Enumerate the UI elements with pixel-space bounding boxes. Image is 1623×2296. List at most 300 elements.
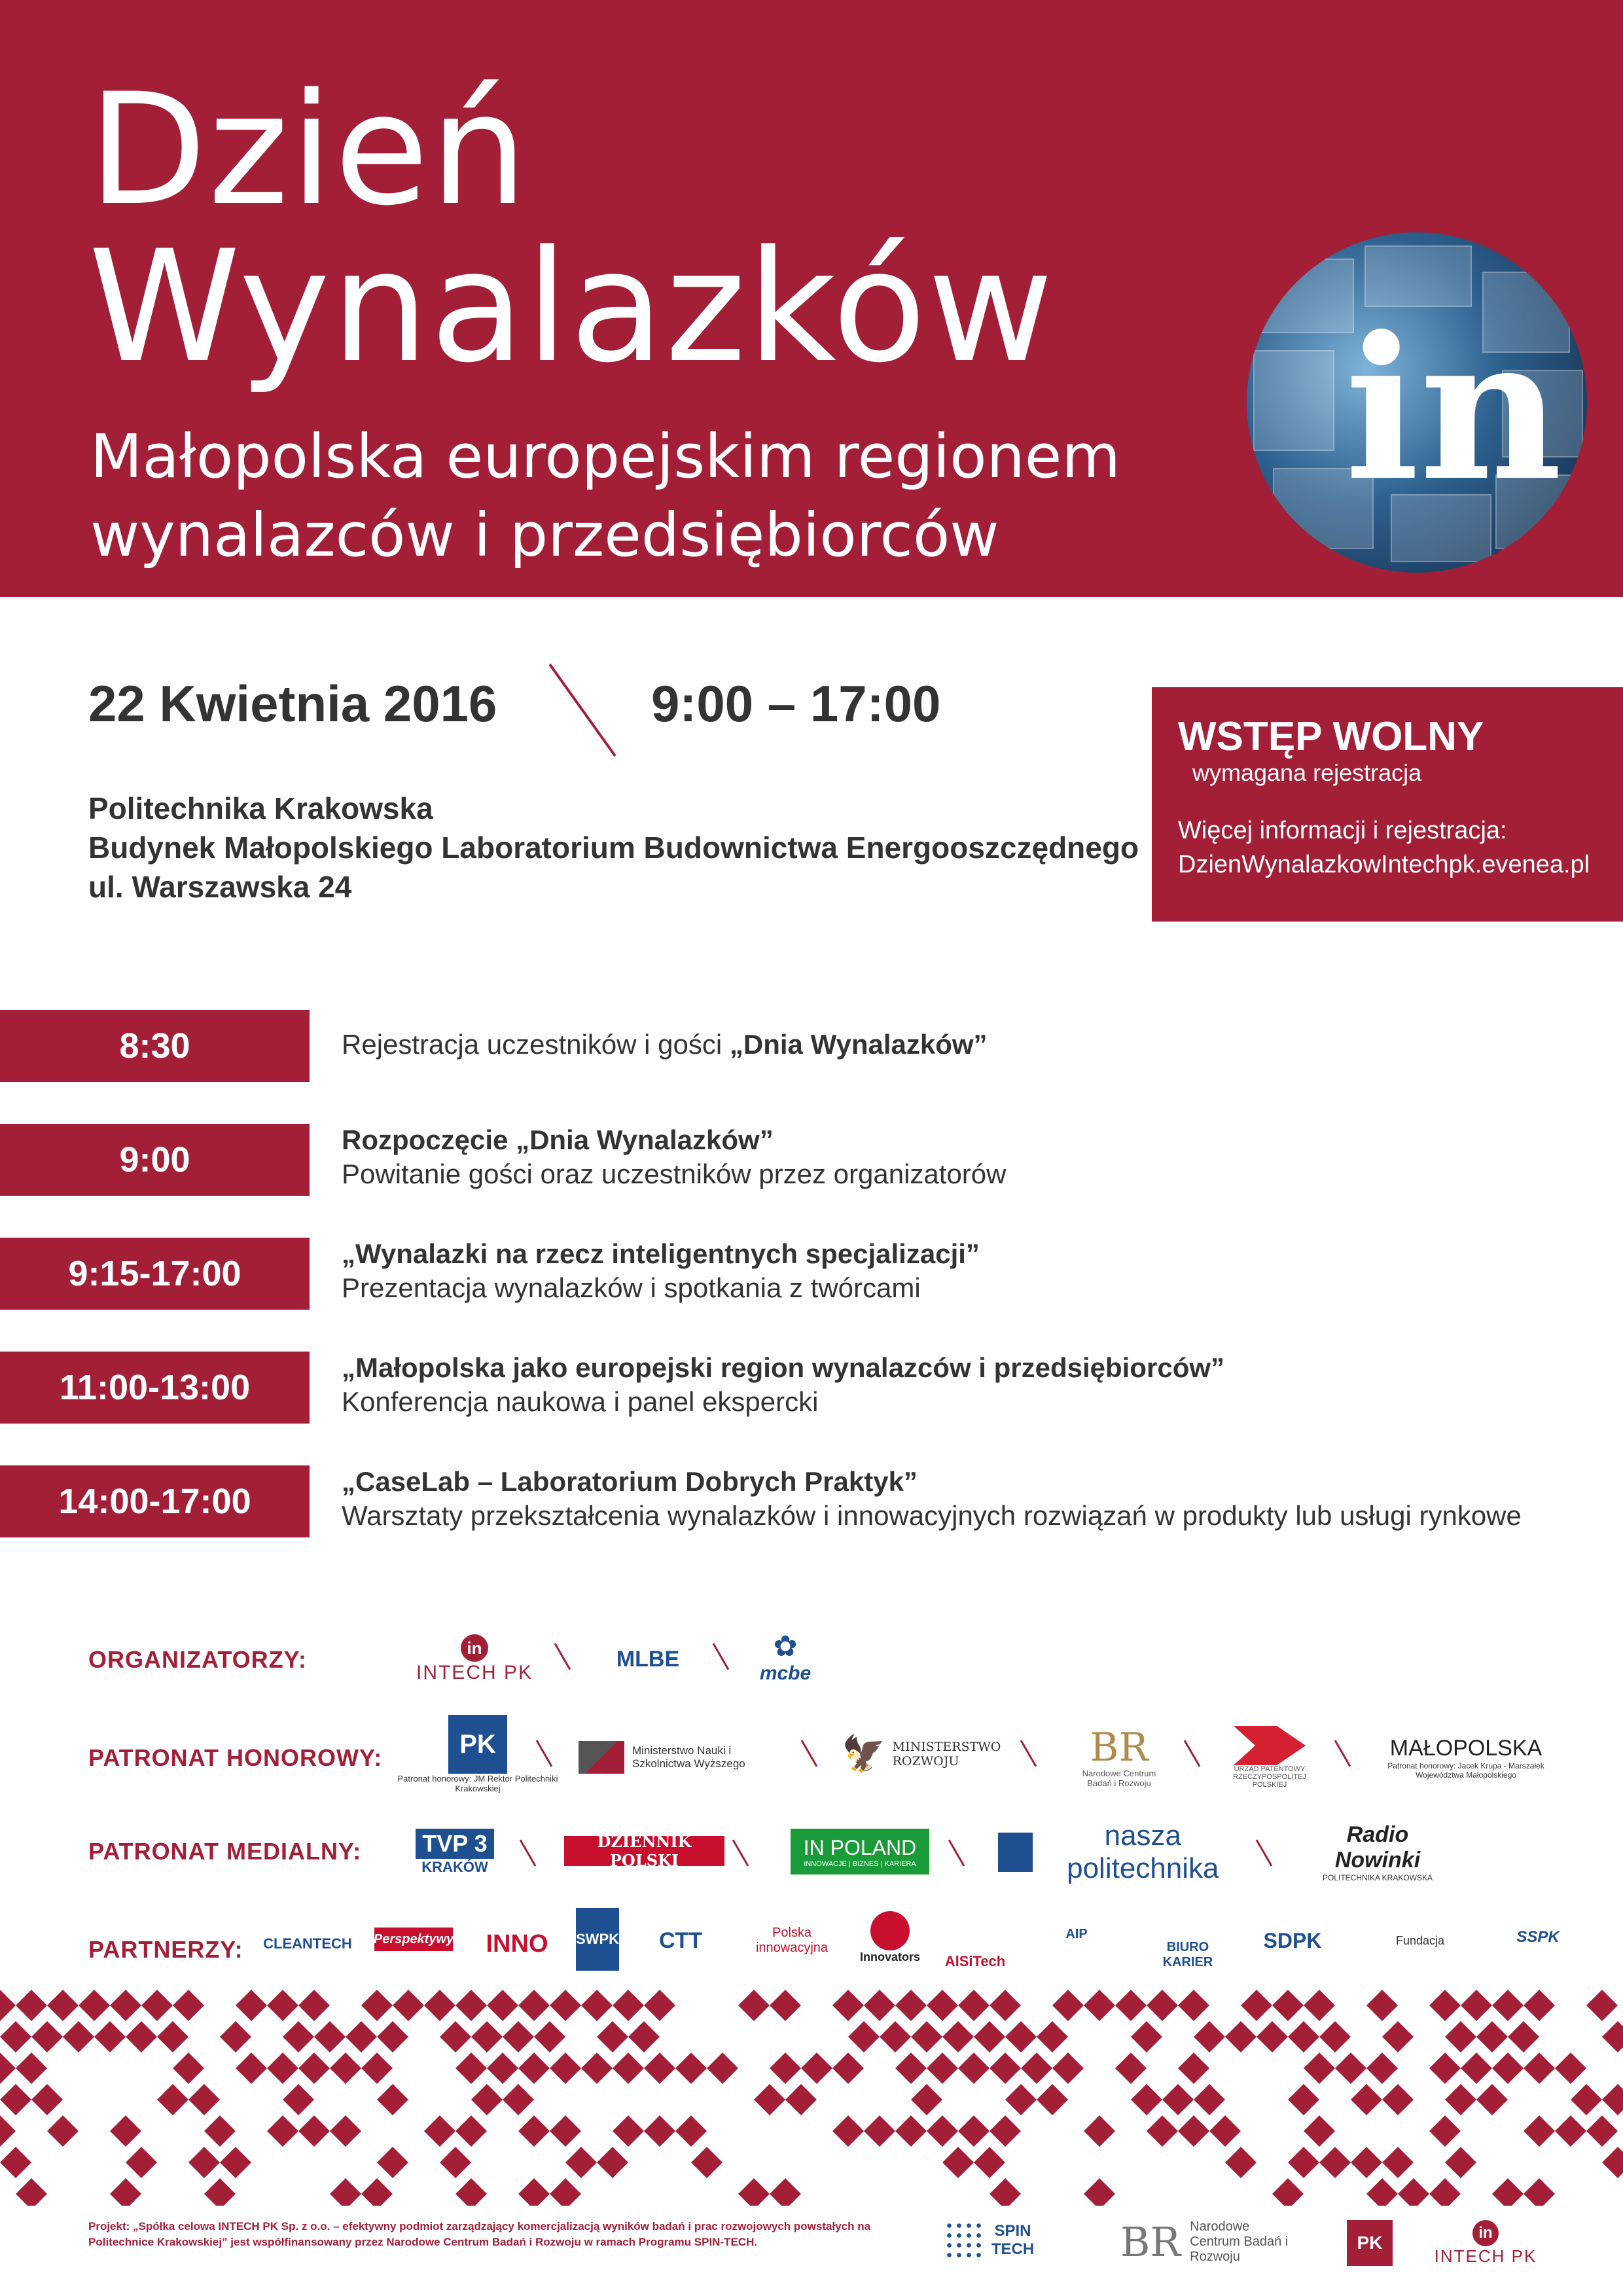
pattern-diamond — [1461, 1990, 1492, 2021]
pattern-diamond — [1052, 1990, 1084, 2021]
pattern-diamond — [895, 2053, 927, 2084]
logo-tvp3 — [409, 1823, 501, 1882]
pattern-diamond — [1524, 2178, 1555, 2206]
pattern-diamond — [455, 2178, 487, 2206]
logo-note: INNOWACJE | BIZNES | KARIERA — [804, 1859, 916, 1868]
pattern-diamond — [298, 2053, 330, 2084]
pattern-diamond — [393, 1990, 424, 2021]
pattern-diamond — [503, 2084, 534, 2115]
pattern-diamond — [267, 2053, 298, 2084]
pattern-diamond — [361, 2053, 393, 2084]
pattern-diamond — [895, 2115, 927, 2147]
pattern-diamond — [330, 2053, 361, 2084]
pattern-diamond — [1288, 2021, 1319, 2053]
pattern-diamond — [942, 2021, 974, 2053]
venue-line-1: Politechnika Krakowska — [88, 791, 433, 825]
pattern-diamond — [1335, 2053, 1366, 2084]
logo-text: MINISTERSTWO ROZWOJU — [892, 1740, 1001, 1768]
agenda-text: Rejestracja uczestników i gości — [342, 1029, 730, 1060]
logo-dziennik-polski: DZIENNIK POLSKI — [564, 1836, 724, 1866]
pattern-diamond — [1005, 2084, 1037, 2115]
pattern-diamond — [1586, 2115, 1618, 2147]
pattern-diamond — [974, 2021, 1005, 2053]
pattern-diamond — [204, 2178, 236, 2206]
agenda-item-1 — [342, 1029, 988, 1060]
pattern-diamond — [1084, 1990, 1115, 2021]
logo-text: Radio Nowinki — [1334, 1822, 1421, 1873]
pattern-diamond — [1382, 2021, 1414, 2053]
pattern-diamond — [424, 2115, 455, 2147]
pattern-diamond — [1508, 2021, 1539, 2053]
pattern-diamond — [895, 1990, 927, 2021]
agenda-time-1: 8:30 — [0, 1010, 310, 1082]
pattern-diamond — [565, 2147, 597, 2178]
pattern-diamond — [267, 1990, 298, 2021]
pattern-diamond — [236, 1990, 267, 2021]
pattern-diamond — [361, 1990, 393, 2021]
pattern-diamond — [1288, 2084, 1319, 2115]
pattern-diamond — [848, 2021, 880, 2053]
logo-alsitech: AlSiTech — [944, 1953, 1006, 1969]
pattern-diamond — [738, 1990, 770, 2021]
page-title — [88, 61, 1055, 397]
pattern-diamond — [173, 1990, 204, 2021]
pattern-diamond — [267, 2115, 298, 2147]
pattern-diamond — [283, 2084, 314, 2115]
pattern-diamond — [1586, 1990, 1618, 2021]
pattern-diamond — [0, 1990, 16, 2021]
pattern-diamond — [832, 2053, 864, 2084]
pattern-diamond — [707, 2053, 738, 2084]
pattern-diamond — [188, 2147, 220, 2178]
pattern-diamond — [16, 2053, 47, 2084]
pattern-diamond — [377, 2084, 408, 2115]
pattern-diamond — [455, 2053, 487, 2084]
pattern-diamond — [471, 2084, 503, 2115]
pattern-diamond — [47, 2115, 79, 2147]
logo-text: INTECH PK — [416, 1662, 533, 1683]
logo-intech-pk: in INTECH PK — [406, 1630, 543, 1689]
organizers-label: ORGANIZATORZY: — [88, 1646, 307, 1673]
pattern-diamond — [455, 2115, 487, 2147]
logo-sdpk: SDPK — [1263, 1928, 1322, 1952]
logo-patent-office — [1217, 1721, 1322, 1793]
pattern-diamond — [1492, 1990, 1524, 2021]
pattern-diamond — [1272, 1990, 1304, 2021]
pattern-diamond — [770, 1990, 801, 2021]
pattern-diamond — [0, 2147, 31, 2178]
logo-malopolska — [1368, 1721, 1564, 1793]
pattern-diamond — [1366, 2053, 1398, 2084]
pattern-diamond — [1351, 2084, 1382, 2115]
pattern-diamond — [440, 2147, 471, 2178]
pattern-diamond — [1398, 2178, 1429, 2206]
pattern-diamond — [1366, 2178, 1398, 2206]
pattern-diamond — [911, 2021, 942, 2053]
pattern-diamond — [1115, 1990, 1147, 2021]
pattern-diamond — [1476, 2021, 1508, 2053]
pattern-diamond — [110, 2178, 141, 2206]
separator — [1256, 1839, 1273, 1866]
pattern-diamond — [157, 2084, 188, 2115]
agenda-title: „CaseLab – Laboratorium Dobrych Praktyk” — [342, 1466, 918, 1497]
pattern-diamond — [785, 2084, 817, 2115]
pattern-diamond — [330, 2178, 361, 2206]
logo-text: Innovators — [859, 1950, 920, 1964]
pattern-diamond — [927, 1990, 958, 2021]
pattern-diamond — [94, 2021, 126, 2053]
logo-polska-innowacyjna: Polska innowacyjna — [755, 1926, 829, 1955]
pattern-diamond — [31, 2021, 63, 2053]
pattern-diamond — [1476, 2084, 1508, 2115]
event-time: 9:00 – 17:00 — [651, 675, 941, 732]
pattern-diamond — [1178, 2115, 1209, 2147]
logo-ncbr-footer: BR Narodowe Centrum Badań i Rozwoju — [1113, 2212, 1302, 2271]
pattern-diamond — [63, 2021, 94, 2053]
pattern-diamond — [1131, 2021, 1162, 2053]
logo-text: MLBE — [616, 1646, 680, 1672]
media-label: PATRONAT MEDIALNY: — [88, 1838, 362, 1865]
pattern-diamond — [157, 2021, 188, 2053]
pattern-diamond — [911, 2084, 942, 2115]
pattern-diamond — [1602, 2147, 1623, 2178]
pattern-diamond — [1209, 2115, 1241, 2147]
logo-perspektywy: Perspektywy — [374, 1928, 453, 1951]
pattern-diamond — [1555, 2115, 1586, 2147]
collage-logo-image — [1247, 232, 1587, 573]
pattern-diamond — [550, 2178, 581, 2206]
pattern-diamond — [298, 1990, 330, 2021]
separator — [554, 1643, 571, 1670]
agenda-title: „Małopolska jako europejski region wynalazców i przedsiębiorców” — [342, 1352, 1225, 1383]
logo-note: POLITECHNIKA KRAKOWSKA — [1322, 1873, 1433, 1882]
logo-cleantech: CLEANTECH — [263, 1935, 352, 1952]
pattern-diamond — [1131, 2084, 1162, 2115]
logo-ministry-science — [573, 1734, 795, 1780]
pattern-diamond — [942, 2147, 974, 2178]
pattern-diamond — [0, 2084, 31, 2115]
pattern-diamond — [770, 2053, 801, 2084]
pattern-diamond — [644, 2053, 675, 2084]
pattern-diamond — [1429, 1990, 1461, 2021]
pattern-diamond — [1147, 1990, 1178, 2021]
pattern-diamond — [1178, 1990, 1209, 2021]
logo-pk-honorary — [393, 1708, 563, 1800]
pattern-diamond — [487, 2053, 518, 2084]
logo-text: SPIN TECH — [991, 2222, 1035, 2258]
agenda-time-4: 11:00-13:00 — [0, 1352, 310, 1424]
agenda-title: Rozpoczęcie „Dnia Wynalazków” — [342, 1124, 774, 1155]
logo-text: nasza politechnika — [1067, 1820, 1219, 1884]
registration-box — [1152, 687, 1623, 922]
logo-text: IN POLAND — [803, 1835, 917, 1859]
registration-required: wymagana rejestracja — [1192, 759, 1422, 786]
pattern-diamond — [990, 2053, 1021, 2084]
logo-nasza-politechnika — [998, 1820, 1247, 1884]
logo-note: Patronat honorowy: Jacek Krupa - Marszałek Województwa Małopolskiego — [1387, 1761, 1544, 1780]
pattern-diamond — [1429, 2178, 1461, 2206]
pattern-diamond — [1194, 2021, 1225, 2053]
pattern-diamond — [691, 2147, 722, 2178]
pattern-diamond — [1194, 2084, 1225, 2115]
pattern-diamond — [1524, 1990, 1555, 2021]
pattern-diamond — [927, 2053, 958, 2084]
pattern-diamond — [1492, 2053, 1524, 2084]
pattern-diamond — [1147, 2115, 1178, 2147]
logo-inno: INNO — [486, 1929, 548, 1958]
logo-intech-footer: in INTECH PK — [1427, 2215, 1544, 2271]
footer-project-text: Projekt: „Spółka celowa INTECH PK Sp. z o.o. – efektywny podmiot zarządzający komercjalizacją wyników badań i prac rozwojowych powstałych na Politechnice Krakowskiej” jest współfinansowany przez Narodowe Centrum Badań i Rozwoju w ramach Programu SPIN-TECH. — [88, 2220, 871, 2248]
pattern-diamond — [1304, 2115, 1335, 2147]
decorative-pattern — [0, 1990, 1623, 2206]
pattern-diamond — [864, 2115, 895, 2147]
pattern-diamond — [0, 2115, 16, 2147]
agenda-item-2 — [342, 1124, 774, 1156]
pattern-diamond — [1084, 2115, 1115, 2147]
logo-text: Narodowe Centrum Badań i Rozwoju — [1082, 1768, 1156, 1788]
logo-text: URZĄD PATENTOWY RZECZYPOSPOLITEJ POLSKIEJ — [1233, 1765, 1306, 1789]
pattern-diamond — [1005, 2021, 1037, 2053]
separator — [948, 1839, 965, 1866]
in-logo-glyph: in — [1345, 293, 1563, 524]
pattern-diamond — [990, 2115, 1021, 2147]
agenda-time-5: 14:00-17:00 — [0, 1465, 310, 1537]
pattern-diamond — [1288, 2147, 1319, 2178]
pattern-diamond — [1304, 1990, 1335, 2021]
logo-text: mcbe — [759, 1662, 812, 1684]
pattern-diamond — [31, 2084, 63, 2115]
pattern-diamond — [770, 2178, 801, 2206]
pattern-diamond — [1021, 2053, 1052, 2084]
logo-note: KRAKÓW — [421, 1859, 488, 1875]
pattern-diamond — [1037, 2021, 1068, 2053]
agenda-time-2: 9:00 — [0, 1124, 310, 1196]
pattern-diamond — [550, 1990, 581, 2021]
agenda-desc-5: Warsztaty przekształcenia wynalazków i innowacyjnych rozwiązań w produkty lub usługi rynkowe — [342, 1500, 1522, 1531]
venue-line-3: ul. Warszawska 24 — [88, 870, 352, 904]
logo-radio-nowinki — [1302, 1816, 1453, 1888]
separator — [1184, 1740, 1201, 1767]
separator — [1334, 1740, 1351, 1767]
subtitle — [90, 418, 1120, 575]
pattern-diamond — [613, 1990, 644, 2021]
logo-swpk: SWPK — [576, 1908, 619, 1971]
pattern-diamond — [377, 2021, 408, 2053]
pattern-diamond — [440, 2021, 471, 2053]
agenda-item-3 — [342, 1238, 980, 1270]
pattern-diamond — [110, 1990, 141, 2021]
subtitle-line-2: wynalazców i przedsiębiorców — [90, 500, 999, 570]
pattern-diamond — [1366, 1990, 1398, 2021]
pattern-diamond — [832, 2115, 864, 2147]
pattern-diamond — [581, 1990, 613, 2021]
pattern-diamond — [675, 2115, 707, 2147]
agenda-item-5 — [342, 1466, 918, 1498]
pattern-diamond — [330, 2115, 361, 2147]
pattern-diamond — [487, 1990, 518, 2021]
pattern-diamond — [1178, 2053, 1209, 2084]
more-info-label: Więcej informacji i rejestracja: — [1178, 817, 1507, 844]
pattern-diamond — [126, 2147, 157, 2178]
pattern-diamond — [0, 2053, 16, 2084]
agenda-desc-4: Konferencja naukowa i panel ekspercki — [342, 1386, 819, 1417]
pattern-diamond — [613, 2053, 644, 2084]
pattern-diamond — [1492, 2178, 1524, 2206]
pattern-diamond — [958, 2053, 990, 2084]
pattern-diamond — [597, 2147, 628, 2178]
registration-link[interactable]: DzienWynalazkowIntechpk.evenea.pl — [1178, 851, 1590, 878]
logo-in-poland — [791, 1829, 929, 1874]
pattern-diamond — [346, 2021, 377, 2053]
logo-spin-tech — [939, 2217, 1047, 2263]
pattern-diamond — [314, 2021, 346, 2053]
separator — [1020, 1740, 1037, 1767]
pattern-diamond — [424, 1990, 455, 2021]
pattern-diamond — [298, 2115, 330, 2147]
pattern-diamond — [550, 2115, 581, 2147]
pattern-diamond — [1241, 1990, 1272, 2021]
pattern-diamond — [1351, 2147, 1382, 2178]
pattern-diamond — [550, 2053, 581, 2084]
separator — [713, 1643, 730, 1670]
pattern-diamond — [864, 1990, 895, 2021]
logo-ministry-development: 🦅 MINISTERSTWO ROZWOJU — [842, 1734, 1001, 1774]
pattern-diamond — [801, 2053, 832, 2084]
pattern-diamond — [204, 2115, 236, 2147]
pattern-diamond — [1461, 2053, 1492, 2084]
logo-mlbe — [589, 1640, 707, 1679]
pattern-diamond — [613, 2115, 644, 2147]
pattern-diamond — [16, 1990, 47, 2021]
pattern-diamond — [1225, 2147, 1257, 2178]
title-line-1: Dzień — [88, 61, 529, 240]
pattern-diamond — [958, 1990, 990, 2021]
pattern-diamond — [675, 2053, 707, 2084]
pattern-diamond — [880, 2021, 911, 2053]
pattern-diamond — [1445, 2084, 1476, 2115]
pattern-diamond — [1257, 2021, 1288, 2053]
pattern-diamond — [471, 2021, 503, 2053]
pattern-diamond — [1272, 2178, 1304, 2206]
partners-label: PARTNERZY: — [88, 1936, 243, 1963]
subtitle-line-1: Małopolska europejskim regionem — [90, 422, 1121, 492]
event-date: 22 Kwietnia 2016 — [88, 675, 497, 732]
divider-slash — [543, 661, 622, 759]
agenda-desc-2: Powitanie gości oraz uczestników przez organizatorów — [342, 1158, 1007, 1189]
logo-text: MAŁOPOLSKA — [1389, 1735, 1543, 1761]
pattern-diamond — [188, 2084, 220, 2115]
honorary-label: PATRONAT HONOROWY: — [88, 1744, 383, 1771]
pattern-diamond — [832, 1990, 864, 2021]
separator — [732, 1839, 749, 1866]
pattern-diamond — [628, 2021, 660, 2053]
pattern-diamond — [644, 2115, 675, 2147]
separator — [520, 1839, 537, 1866]
pattern-diamond — [581, 2053, 613, 2084]
pattern-diamond — [47, 1990, 79, 2021]
venue-line-2: Budynek Małopolskiego Laboratorium Budownictwa Energooszczędnego — [88, 831, 1139, 865]
pattern-diamond — [518, 2115, 550, 2147]
pattern-diamond — [220, 2147, 251, 2178]
pattern-diamond — [110, 2115, 141, 2147]
pattern-diamond — [141, 1990, 173, 2021]
separator — [801, 1740, 818, 1767]
pattern-diamond — [1225, 2021, 1257, 2053]
pattern-diamond — [1524, 2053, 1555, 2084]
logo-biuro-karier: BIURO KARIER — [1162, 1940, 1213, 1969]
pattern-diamond — [455, 1990, 487, 2021]
agenda-desc-3: Prezentacja wynalazków i spotkania z twórcami — [342, 1272, 921, 1303]
pattern-diamond — [0, 2021, 31, 2053]
pattern-diamond — [1445, 2147, 1476, 2178]
logo-text: TVP 3 — [416, 1829, 493, 1859]
pattern-diamond — [1429, 2053, 1461, 2084]
pattern-diamond — [283, 2021, 314, 2053]
pattern-diamond — [1037, 2084, 1068, 2115]
pattern-diamond — [958, 2115, 990, 2147]
logo-sspk: SSPK — [1516, 1928, 1560, 1946]
pattern-diamond — [974, 2147, 1005, 2178]
pattern-diamond — [1304, 2053, 1335, 2084]
agenda-item-4 — [342, 1352, 1224, 1384]
pattern-diamond — [236, 2053, 267, 2084]
pattern-diamond — [644, 1990, 675, 2021]
pattern-diamond — [1162, 2084, 1194, 2115]
pattern-diamond — [377, 2147, 408, 2178]
logo-innovators — [851, 1901, 929, 1973]
agenda-time-3: 9:15-17:00 — [0, 1238, 310, 1310]
logo-mcbe: ✿ mcbe — [759, 1630, 812, 1684]
logo-ctt: CTT — [658, 1928, 703, 1953]
pattern-diamond — [990, 1990, 1021, 2021]
pattern-diamond — [503, 2021, 534, 2053]
logo-aip: AIP — [1065, 1926, 1088, 1941]
pattern-diamond — [1524, 2115, 1555, 2147]
agenda-title: „Wynalazki na rzecz inteligentnych specjalizacji” — [342, 1238, 980, 1269]
logo-text: Narodowe Centrum Badań i Rozwoju — [1190, 2219, 1289, 2264]
pattern-diamond — [990, 2178, 1021, 2206]
logo-text: Ministerstwo Nauki i Szkolnictwa Wyższego — [632, 1744, 745, 1770]
pattern-diamond — [361, 2178, 393, 2206]
pattern-diamond — [1382, 2147, 1414, 2178]
pattern-diamond — [754, 2084, 785, 2115]
pattern-diamond — [79, 1990, 110, 2021]
pattern-diamond — [1555, 2053, 1586, 2084]
pattern-diamond — [1429, 2115, 1461, 2147]
pattern-diamond — [1319, 2147, 1351, 2178]
pattern-diamond — [1052, 2053, 1084, 2084]
pattern-diamond — [1084, 2178, 1115, 2206]
free-entry-label: WSTĘP WOLNY — [1178, 714, 1484, 759]
logo-note: Patronat honorowy: JM Rektor Politechniki Krakowskiej — [397, 1774, 558, 1793]
logo-pk-footer: PK — [1347, 2220, 1393, 2266]
pattern-diamond — [518, 2053, 550, 2084]
pattern-diamond — [1602, 2021, 1623, 2053]
agenda-title: „Dnia Wynalazków” — [729, 1029, 988, 1060]
pattern-diamond — [738, 2178, 770, 2206]
pattern-diamond — [1115, 2053, 1147, 2084]
pattern-diamond — [220, 2021, 251, 2053]
pattern-diamond — [1445, 2021, 1476, 2053]
pattern-diamond — [534, 2021, 565, 2053]
pattern-diamond — [173, 2053, 204, 2084]
pattern-diamond — [1319, 2021, 1351, 2053]
pattern-diamond — [126, 2021, 157, 2053]
title-line-2: Wynalazków — [88, 218, 1055, 397]
pattern-diamond — [1571, 2084, 1602, 2115]
pattern-diamond — [16, 2178, 47, 2206]
pattern-diamond — [927, 2115, 958, 2147]
